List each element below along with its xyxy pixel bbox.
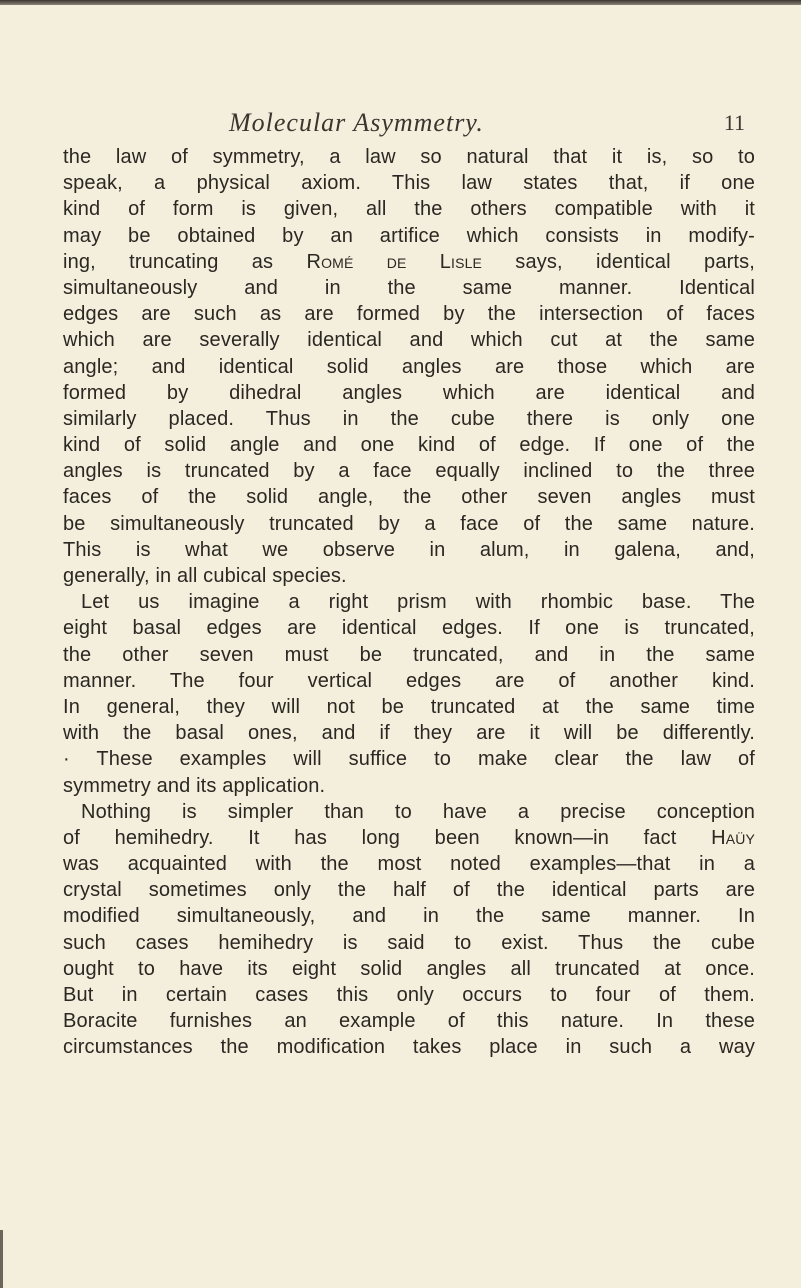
text-line: generally, in all cubical species. bbox=[63, 565, 347, 587]
text-line: which are severally identical and which cut at the same bbox=[63, 329, 755, 352]
text-line: simultaneously and in the same manner. Identical bbox=[63, 276, 755, 299]
text-line: angles is truncated by a face equally inclined to the three bbox=[63, 460, 755, 483]
text-line: Boracite furnishes an example of this nature. In these bbox=[63, 1010, 755, 1033]
text-line: ought to have its eight solid angles all truncated at once. bbox=[63, 957, 755, 980]
text-line: But in certain cases this only occurs to four of them. bbox=[63, 984, 755, 1006]
text-line: manner. The four vertical edges are of another kind. bbox=[63, 669, 755, 692]
text-line: In general, they will not be truncated at the same time bbox=[63, 695, 755, 718]
text-line: was acquainted with the most noted examples—that in a bbox=[63, 853, 755, 876]
page-header bbox=[63, 108, 755, 142]
text-line: be simultaneously truncated by a face of the same nature. bbox=[63, 512, 755, 535]
text-line: · These examples will suffice to make clear the law of bbox=[63, 748, 755, 771]
text-line: formed by dihedral angles which are identical and bbox=[63, 381, 755, 404]
text-line: kind of form is given, all the others compatible with it bbox=[63, 198, 755, 221]
text-line: edges are such as are formed by the intersection of faces bbox=[63, 303, 755, 326]
text-line: similarly placed. Thus in the cube there is only one bbox=[63, 407, 755, 430]
page-top-edge-shadow bbox=[0, 0, 801, 5]
page-number: 11 bbox=[723, 110, 745, 135]
text-line bbox=[63, 249, 755, 275]
text-line: with the basal ones, and if they are it will be differently. bbox=[63, 722, 755, 745]
text-line: angle; and identical solid angles are those which are bbox=[63, 355, 755, 378]
text-line: Nothing is simpler than to have a precise conception bbox=[81, 800, 755, 823]
text-line: crystal sometimes only the half of the identical parts are bbox=[63, 879, 755, 902]
text-line: kind of solid angle and one kind of edge. If one of the bbox=[63, 434, 755, 457]
text-line: faces of the solid angle, the other seven angles must bbox=[63, 486, 755, 509]
text-line: the law of symmetry, a law so natural that it is, so to bbox=[63, 146, 755, 168]
text-line: eight basal edges are identical edges. If one is truncated, bbox=[63, 617, 755, 640]
text-line: circumstances the modification takes place in such a way bbox=[63, 1036, 755, 1059]
text-line: Let us imagine a right prism with rhombic base. The bbox=[81, 591, 755, 614]
text-fragment: ing, truncating as bbox=[63, 250, 274, 273]
body-text bbox=[63, 144, 755, 1061]
book-page bbox=[63, 108, 755, 1059]
text-line: such cases hemihedry is said to exist. Thus the cube bbox=[63, 931, 755, 954]
page-left-edge-shadow bbox=[0, 1230, 3, 1288]
author-name-hauy: Haüy bbox=[711, 826, 755, 849]
running-title: Molecular Asymmetry. bbox=[229, 108, 484, 137]
text-line: speak, a physical axiom. This law states that, if one bbox=[63, 172, 755, 195]
text-line: may be obtained by an artifice which consists in modify- bbox=[63, 224, 755, 247]
text-line: the other seven must be truncated, and in the same bbox=[63, 643, 755, 666]
text-fragment: of hemihedry. It has long been known—in fact bbox=[63, 826, 677, 849]
text-line bbox=[63, 825, 755, 851]
author-name-rome-de-lisle: Romé de Lisle bbox=[306, 250, 482, 273]
text-line: symmetry and its application. bbox=[63, 774, 326, 797]
text-fragment: says, identical parts, bbox=[515, 250, 755, 273]
text-line: This is what we observe in alum, in galena, and, bbox=[63, 538, 755, 561]
text-line: modified simultaneously, and in the same manner. In bbox=[63, 905, 755, 928]
